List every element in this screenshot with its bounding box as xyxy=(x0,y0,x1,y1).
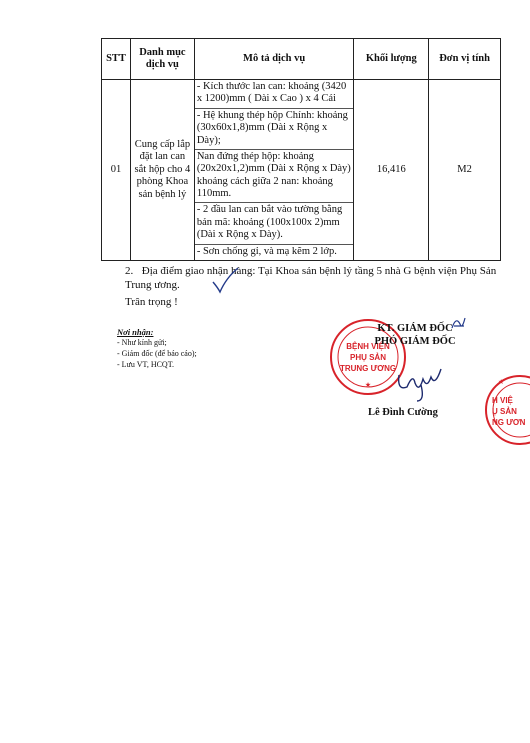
stamp-side-line: NG ƯƠN xyxy=(492,418,526,427)
recipient-item: - Lưu VT, HCQT. xyxy=(117,360,174,370)
header-description: Mô tả dịch vụ xyxy=(194,39,354,80)
signature-title-line2: PHÓ GIÁM ĐỐC xyxy=(374,335,456,347)
recipient-item: - Như kính gửi; xyxy=(117,338,167,348)
description-line: - Sơn chống gỉ, và mạ kẽm 2 lớp. xyxy=(196,245,337,257)
greeting: Trân trọng ! xyxy=(125,296,178,308)
recipient-item: - Giám đốc (để báo cáo); xyxy=(117,349,197,359)
star-icon: ★ xyxy=(364,381,372,389)
checkmark-ink-icon xyxy=(210,266,240,294)
header-category: Danh mục dịch vụ xyxy=(130,39,194,80)
star-icon: ★ xyxy=(498,378,505,386)
handwritten-signature xyxy=(395,365,445,405)
cell-description xyxy=(194,80,354,261)
cell-quantity: 16,416 xyxy=(354,80,429,261)
stamp-line: TRUNG ƯƠNG xyxy=(339,364,397,373)
description-line: Nan đứng thép hộp: khoảng (20x20x1,2)mm (Dài x Rộng x Dày) khoảng cách giữa 2 nan: khoảng 110mm. xyxy=(195,150,354,204)
partial-stamp xyxy=(478,372,530,448)
stamp-line: PHỤ SẢN xyxy=(349,353,387,362)
description-line: - Hệ khung thép hộp Chính: khoảng (30x60x1,8)mm (Dài x Rộng x Dày); xyxy=(195,109,354,150)
cell-category: Cung cấp lắp đặt lan can sắt hộp cho 4 phòng Khoa sản bệnh lý xyxy=(130,80,194,261)
service-table xyxy=(101,38,501,261)
cell-unit: M2 xyxy=(429,80,501,261)
signer-name: Lê Đình Cường xyxy=(368,407,438,418)
recipients-heading: Nơi nhận: xyxy=(117,327,154,337)
delivery-note xyxy=(125,264,500,293)
header-unit: Đơn vị tính xyxy=(429,39,501,80)
initial-ink-icon xyxy=(448,314,468,334)
header-quantity: Khối lượng xyxy=(354,39,429,80)
signature-title-line1: KT. GIÁM ĐỐC xyxy=(377,323,453,334)
header-stt: STT xyxy=(102,39,131,80)
cell-stt: 01 xyxy=(102,80,131,261)
stamp-line: BỆNH VIỆN xyxy=(346,342,390,351)
note-text: Địa điểm giao nhận hàng: Tại Khoa sản bệnh lý tầng 5 nhà G bệnh viện Phụ Sản Trung ương. xyxy=(125,265,497,292)
stamp-side-line: H VIỆ xyxy=(492,396,513,405)
description-line: - 2 đầu lan can bắt vào tường bằng bản mã: khoảng (100x100x 2)mm (Dài x Rộng x Dày). xyxy=(195,203,354,244)
note-number: 2. xyxy=(125,265,134,277)
table-row xyxy=(102,80,501,261)
recipients-block xyxy=(117,327,197,371)
description-line: - Kích thước lan can: khoảng (3420 x 1200)mm ( Dài x Cao ) x 4 Cái xyxy=(195,80,354,109)
stamp-side-line: Ụ SẢN xyxy=(492,407,517,416)
table-header-row xyxy=(102,39,501,80)
